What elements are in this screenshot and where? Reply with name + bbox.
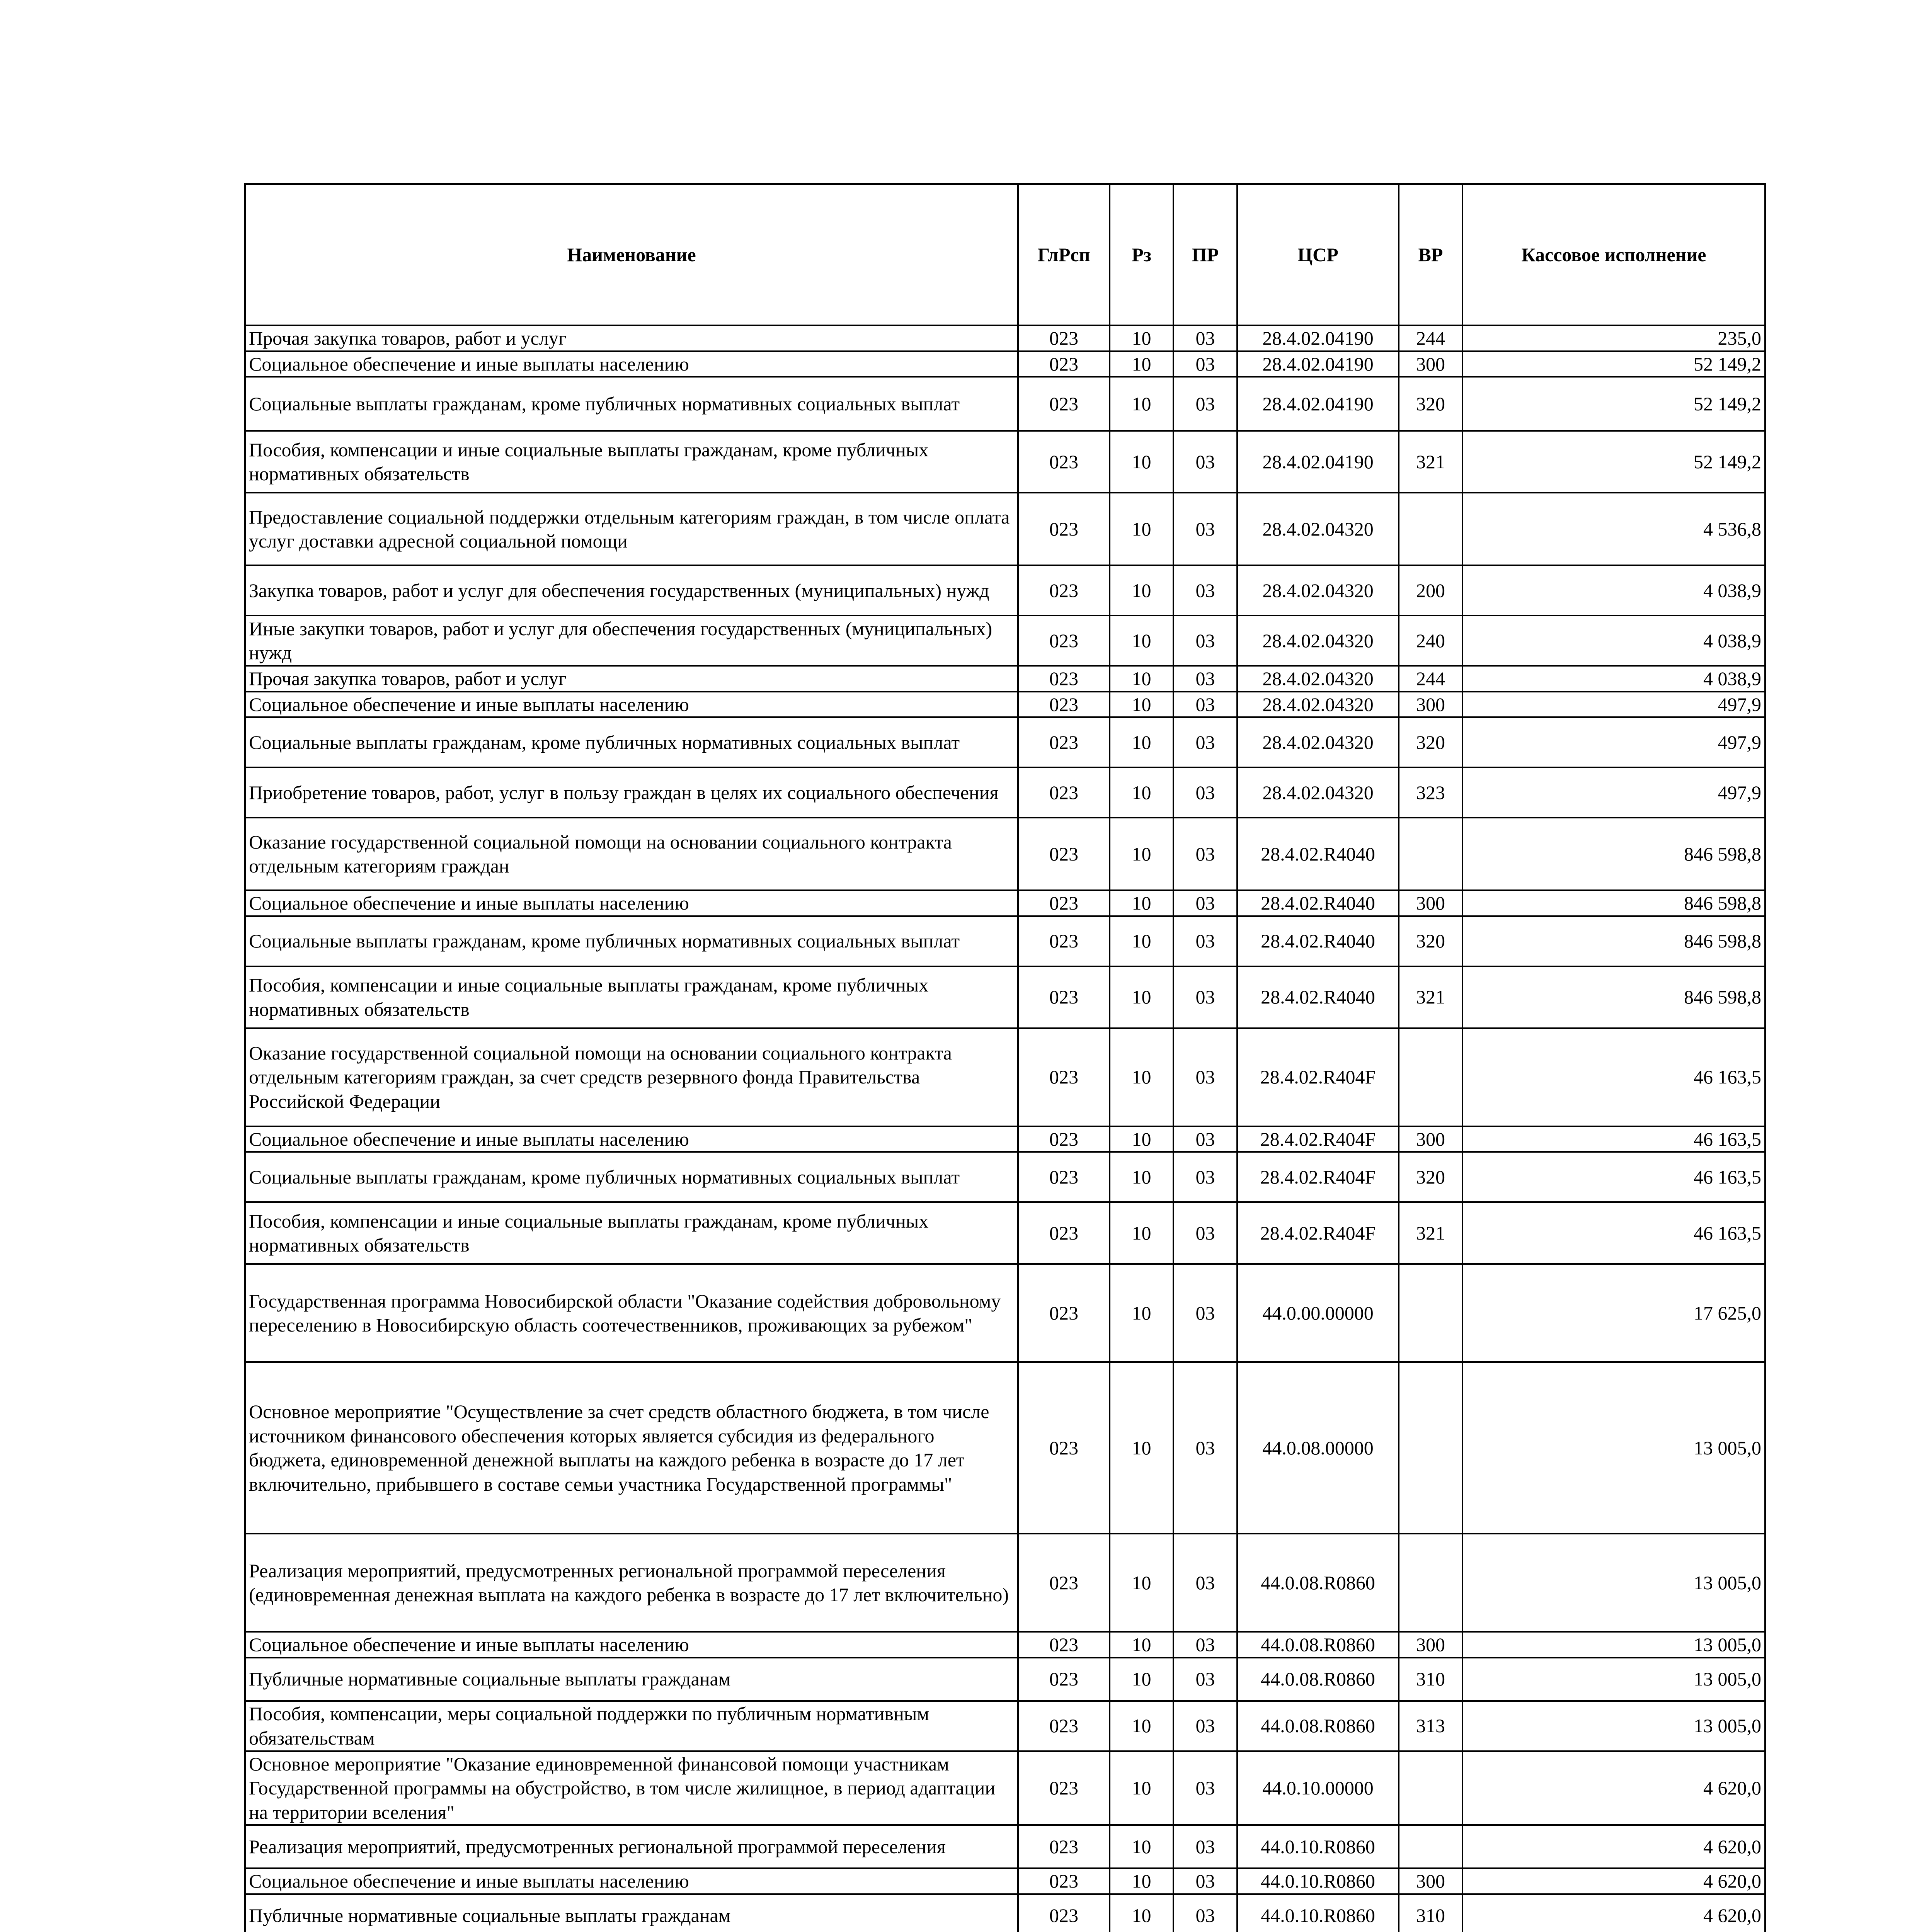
cell-pr: 03 [1173,1701,1237,1751]
cell-name: Прочая закупка товаров, работ и услуг [245,666,1018,692]
cell-amount: 13 005,0 [1462,1632,1765,1658]
cell-glrsp: 023 [1018,717,1110,767]
cell-name: Реализация мероприятий, предусмотренных региональной программой переселения (единовременная денежная выплата на каждого ребенка в возрасте до 17 лет включительно) [245,1534,1018,1632]
cell-glrsp: 023 [1018,1152,1110,1202]
cell-name: Прочая закупка товаров, работ и услуг [245,325,1018,351]
cell-amount: 13 005,0 [1462,1362,1765,1534]
cell-rz: 10 [1110,666,1173,692]
cell-vr: 300 [1399,890,1462,916]
header-pr: ПР [1173,184,1237,325]
cell-name: Социальное обеспечение и иные выплаты населению [245,890,1018,916]
cell-vr [1399,493,1462,565]
cell-name: Социальное обеспечение и иные выплаты населению [245,1126,1018,1152]
cell-amount: 235,0 [1462,325,1765,351]
cell-csr: 28.4.02.04320 [1237,666,1399,692]
cell-rz: 10 [1110,616,1173,666]
cell-vr: 300 [1399,692,1462,718]
cell-rz: 10 [1110,1894,1173,1932]
cell-rz: 10 [1110,377,1173,431]
cell-amount: 46 163,5 [1462,1126,1765,1152]
cell-csr: 44.0.00.00000 [1237,1264,1399,1362]
table-row [245,890,1765,916]
cell-glrsp: 023 [1018,818,1110,890]
cell-glrsp: 023 [1018,616,1110,666]
cell-glrsp: 023 [1018,1825,1110,1868]
cell-csr: 28.4.02.R4040 [1237,966,1399,1028]
cell-csr: 28.4.02.04320 [1237,717,1399,767]
cell-pr: 03 [1173,1632,1237,1658]
cell-vr: 300 [1399,351,1462,377]
cell-glrsp: 023 [1018,1028,1110,1126]
table-row [245,1632,1765,1658]
table-row [245,1202,1765,1264]
cell-name: Социальные выплаты гражданам, кроме публичных нормативных социальных выплат [245,377,1018,431]
cell-glrsp: 023 [1018,377,1110,431]
cell-name: Иные закупки товаров, работ и услуг для обеспечения государственных (муниципальных) нужд [245,616,1018,666]
cell-glrsp: 023 [1018,1632,1110,1658]
cell-csr: 44.0.08.R0860 [1237,1632,1399,1658]
cell-rz: 10 [1110,431,1173,493]
cell-glrsp: 023 [1018,1894,1110,1932]
cell-glrsp: 023 [1018,692,1110,718]
cell-glrsp: 023 [1018,493,1110,565]
cell-rz: 10 [1110,1868,1173,1894]
cell-csr: 28.4.02.04320 [1237,616,1399,666]
cell-name: Пособия, компенсации и иные социальные выплаты гражданам, кроме публичных нормативных обязательств [245,431,1018,493]
table-row [245,1658,1765,1701]
cell-pr: 03 [1173,1126,1237,1152]
table-row [245,1751,1765,1825]
cell-vr: 313 [1399,1701,1462,1751]
cell-amount: 46 163,5 [1462,1028,1765,1126]
table-row [245,717,1765,767]
cell-vr: 320 [1399,1152,1462,1202]
cell-vr: 321 [1399,431,1462,493]
cell-name: Основное мероприятие "Осуществление за счет средств областного бюджета, в том числе источником финансового обеспечения которых является субсидия из федерального бюджета, единовременной денежной выплаты на каждого ребенка в возрасте до 17 лет включительно, прибывшего в составе семьи участника Государственной программы" [245,1362,1018,1534]
table-row [245,431,1765,493]
cell-vr: 320 [1399,717,1462,767]
cell-name: Оказание государственной социальной помощи на основании социального контракта отдельным категориям граждан [245,818,1018,890]
cell-name: Оказание государственной социальной помощи на основании социального контракта отдельным категориям граждан, за счет средств резервного фонда Правительства Российской Федерации [245,1028,1018,1126]
cell-vr [1399,1362,1462,1534]
table-row [245,1028,1765,1126]
cell-pr: 03 [1173,717,1237,767]
cell-pr: 03 [1173,890,1237,916]
cell-pr: 03 [1173,325,1237,351]
cell-rz: 10 [1110,1701,1173,1751]
cell-glrsp: 023 [1018,1202,1110,1264]
cell-csr: 28.4.02.R4040 [1237,890,1399,916]
cell-vr [1399,1264,1462,1362]
cell-glrsp: 023 [1018,1534,1110,1632]
cell-pr: 03 [1173,818,1237,890]
table-row [245,916,1765,966]
cell-pr: 03 [1173,1534,1237,1632]
cell-rz: 10 [1110,818,1173,890]
cell-amount: 46 163,5 [1462,1152,1765,1202]
cell-pr: 03 [1173,916,1237,966]
cell-amount: 497,9 [1462,767,1765,818]
cell-amount: 52 149,2 [1462,377,1765,431]
cell-pr: 03 [1173,616,1237,666]
cell-csr: 44.0.08.00000 [1237,1362,1399,1534]
cell-name: Социальные выплаты гражданам, кроме публичных нормативных социальных выплат [245,1152,1018,1202]
header-name: Наименование [245,184,1018,325]
cell-vr: 321 [1399,1202,1462,1264]
cell-name: Социальное обеспечение и иные выплаты населению [245,1868,1018,1894]
cell-pr: 03 [1173,1894,1237,1932]
cell-glrsp: 023 [1018,1868,1110,1894]
cell-rz: 10 [1110,1202,1173,1264]
cell-glrsp: 023 [1018,767,1110,818]
cell-glrsp: 023 [1018,325,1110,351]
cell-glrsp: 023 [1018,1362,1110,1534]
cell-pr: 03 [1173,493,1237,565]
cell-rz: 10 [1110,1152,1173,1202]
cell-vr: 300 [1399,1868,1462,1894]
cell-name: Реализация мероприятий, предусмотренных региональной программой переселения [245,1825,1018,1868]
header-glrsp: ГлРсп [1018,184,1110,325]
cell-amount: 13 005,0 [1462,1658,1765,1701]
table-row [245,1534,1765,1632]
cell-pr: 03 [1173,767,1237,818]
cell-vr: 244 [1399,325,1462,351]
table-row [245,1868,1765,1894]
cell-rz: 10 [1110,565,1173,616]
cell-amount: 4 620,0 [1462,1825,1765,1868]
table-row [245,666,1765,692]
table-row [245,377,1765,431]
cell-glrsp: 023 [1018,1701,1110,1751]
cell-name: Социальные выплаты гражданам, кроме публичных нормативных социальных выплат [245,916,1018,966]
cell-name: Пособия, компенсации и иные социальные выплаты гражданам, кроме публичных нормативных обязательств [245,1202,1018,1264]
cell-csr: 28.4.02.04320 [1237,493,1399,565]
cell-rz: 10 [1110,966,1173,1028]
table-row [245,692,1765,718]
table-body [245,325,1765,1932]
cell-pr: 03 [1173,1362,1237,1534]
cell-amount: 497,9 [1462,717,1765,767]
cell-rz: 10 [1110,493,1173,565]
cell-vr: 320 [1399,377,1462,431]
cell-amount: 4 038,9 [1462,666,1765,692]
table-row [245,616,1765,666]
cell-amount: 52 149,2 [1462,351,1765,377]
cell-glrsp: 023 [1018,1658,1110,1701]
cell-csr: 44.0.10.00000 [1237,1751,1399,1825]
cell-csr: 28.4.02.04190 [1237,431,1399,493]
cell-glrsp: 023 [1018,966,1110,1028]
cell-glrsp: 023 [1018,351,1110,377]
cell-rz: 10 [1110,1658,1173,1701]
cell-name: Государственная программа Новосибирской области "Оказание содействия добровольному переселению в Новосибирскую область соотечественников, проживающих за рубежом" [245,1264,1018,1362]
cell-name: Пособия, компенсации и иные социальные выплаты гражданам, кроме публичных нормативных обязательств [245,966,1018,1028]
header-rz: Рз [1110,184,1173,325]
cell-amount: 846 598,8 [1462,818,1765,890]
table-row [245,1701,1765,1751]
cell-name: Социальные выплаты гражданам, кроме публичных нормативных социальных выплат [245,717,1018,767]
cell-csr: 28.4.02.R404F [1237,1202,1399,1264]
cell-csr: 28.4.02.04190 [1237,377,1399,431]
cell-csr: 28.4.02.04320 [1237,767,1399,818]
cell-rz: 10 [1110,916,1173,966]
cell-pr: 03 [1173,1658,1237,1701]
cell-rz: 10 [1110,1825,1173,1868]
cell-vr [1399,1825,1462,1868]
cell-csr: 28.4.02.R404F [1237,1152,1399,1202]
cell-rz: 10 [1110,890,1173,916]
table-row [245,493,1765,565]
cell-vr: 321 [1399,966,1462,1028]
table-row [245,1825,1765,1868]
cell-amount: 846 598,8 [1462,916,1765,966]
cell-rz: 10 [1110,325,1173,351]
cell-vr: 300 [1399,1632,1462,1658]
cell-vr: 320 [1399,916,1462,966]
cell-vr: 310 [1399,1658,1462,1701]
cell-csr: 28.4.02.R404F [1237,1126,1399,1152]
cell-amount: 4 620,0 [1462,1751,1765,1825]
cell-glrsp: 023 [1018,1751,1110,1825]
table-row [245,966,1765,1028]
cell-glrsp: 023 [1018,1126,1110,1152]
cell-vr: 240 [1399,616,1462,666]
cell-csr: 44.0.10.R0860 [1237,1894,1399,1932]
table-row [245,767,1765,818]
cell-amount: 4 620,0 [1462,1868,1765,1894]
cell-name: Пособия, компенсации, меры социальной поддержки по публичным нормативным обязательствам [245,1701,1018,1751]
cell-rz: 10 [1110,767,1173,818]
cell-rz: 10 [1110,1028,1173,1126]
cell-glrsp: 023 [1018,916,1110,966]
cell-csr: 44.0.08.R0860 [1237,1701,1399,1751]
cell-rz: 10 [1110,1751,1173,1825]
table-row [245,1894,1765,1932]
cell-glrsp: 023 [1018,666,1110,692]
cell-vr: 310 [1399,1894,1462,1932]
cell-pr: 03 [1173,1264,1237,1362]
cell-amount: 52 149,2 [1462,431,1765,493]
cell-amount: 4 620,0 [1462,1894,1765,1932]
table-row [245,1264,1765,1362]
cell-amount: 13 005,0 [1462,1701,1765,1751]
cell-csr: 44.0.08.R0860 [1237,1534,1399,1632]
cell-glrsp: 023 [1018,565,1110,616]
cell-rz: 10 [1110,1632,1173,1658]
cell-vr: 244 [1399,666,1462,692]
cell-pr: 03 [1173,377,1237,431]
cell-glrsp: 023 [1018,890,1110,916]
cell-name: Закупка товаров, работ и услуг для обеспечения государственных (муниципальных) нужд [245,565,1018,616]
cell-name: Социальное обеспечение и иные выплаты населению [245,351,1018,377]
header-csr: ЦСР [1237,184,1399,325]
cell-pr: 03 [1173,1825,1237,1868]
cell-amount: 13 005,0 [1462,1534,1765,1632]
cell-vr [1399,818,1462,890]
cell-vr [1399,1751,1462,1825]
cell-pr: 03 [1173,692,1237,718]
cell-glrsp: 023 [1018,1264,1110,1362]
cell-vr: 323 [1399,767,1462,818]
cell-csr: 28.4.02.R4040 [1237,818,1399,890]
cell-rz: 10 [1110,1126,1173,1152]
cell-pr: 03 [1173,1028,1237,1126]
cell-name: Основное мероприятие "Оказание единовременной финансовой помощи участникам Государственной программы на обустройство, в том числе жилищное, в период адаптации на территории вселения" [245,1751,1018,1825]
cell-amount: 46 163,5 [1462,1202,1765,1264]
cell-pr: 03 [1173,966,1237,1028]
header-vr: ВР [1399,184,1462,325]
cell-amount: 497,9 [1462,692,1765,718]
cell-amount: 4 038,9 [1462,616,1765,666]
cell-vr [1399,1028,1462,1126]
cell-rz: 10 [1110,717,1173,767]
cell-rz: 10 [1110,351,1173,377]
cell-vr [1399,1534,1462,1632]
budget-table [244,183,1766,1932]
cell-rz: 10 [1110,1534,1173,1632]
cell-pr: 03 [1173,1868,1237,1894]
cell-csr: 28.4.02.04190 [1237,351,1399,377]
cell-pr: 03 [1173,666,1237,692]
table-row [245,818,1765,890]
cell-csr: 28.4.02.R4040 [1237,916,1399,966]
cell-pr: 03 [1173,1202,1237,1264]
cell-vr: 200 [1399,565,1462,616]
cell-name: Публичные нормативные социальные выплаты гражданам [245,1658,1018,1701]
cell-glrsp: 023 [1018,431,1110,493]
cell-rz: 10 [1110,692,1173,718]
cell-name: Социальное обеспечение и иные выплаты населению [245,692,1018,718]
cell-csr: 28.4.02.R404F [1237,1028,1399,1126]
cell-amount: 4 038,9 [1462,565,1765,616]
cell-rz: 10 [1110,1264,1173,1362]
cell-csr: 28.4.02.04320 [1237,565,1399,616]
cell-name: Социальное обеспечение и иные выплаты населению [245,1632,1018,1658]
cell-vr: 300 [1399,1126,1462,1152]
table-row [245,1126,1765,1152]
cell-csr: 44.0.10.R0860 [1237,1868,1399,1894]
cell-csr: 28.4.02.04190 [1237,325,1399,351]
table-row [245,351,1765,377]
cell-amount: 4 536,8 [1462,493,1765,565]
table-header-row [245,184,1765,325]
cell-rz: 10 [1110,1362,1173,1534]
cell-name: Приобретение товаров, работ, услуг в пользу граждан в целях их социального обеспечения [245,767,1018,818]
cell-amount: 846 598,8 [1462,890,1765,916]
cell-name: Публичные нормативные социальные выплаты гражданам [245,1894,1018,1932]
cell-amount: 846 598,8 [1462,966,1765,1028]
table-row [245,325,1765,351]
cell-name: Предоставление социальной поддержки отдельным категориям граждан, в том числе оплата услуг доставки адресной социальной помощи [245,493,1018,565]
cell-pr: 03 [1173,1751,1237,1825]
cell-csr: 28.4.02.04320 [1237,692,1399,718]
cell-csr: 44.0.10.R0860 [1237,1825,1399,1868]
cell-pr: 03 [1173,1152,1237,1202]
cell-pr: 03 [1173,431,1237,493]
table-row [245,1362,1765,1534]
table-row [245,1152,1765,1202]
cell-pr: 03 [1173,565,1237,616]
cell-csr: 44.0.08.R0860 [1237,1658,1399,1701]
cell-pr: 03 [1173,351,1237,377]
header-amount: Кассовое исполнение [1462,184,1765,325]
cell-amount: 17 625,0 [1462,1264,1765,1362]
table-row [245,565,1765,616]
